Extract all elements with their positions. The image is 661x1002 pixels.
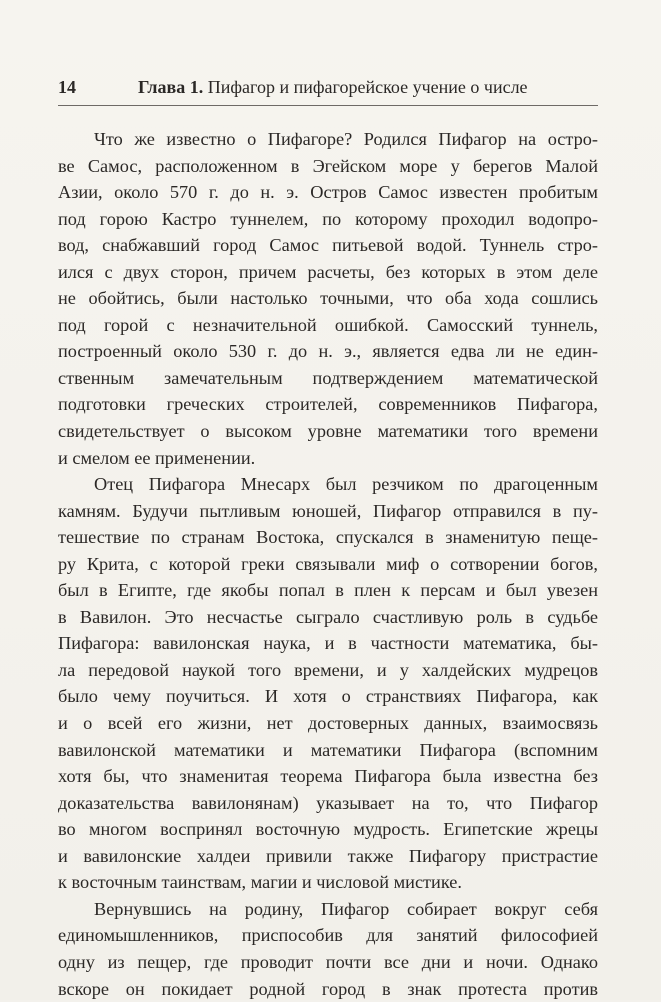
paragraph-3 [58,896,598,1002]
text-line: доказательства вавилонянам) указывает на то, что Пифагор [58,790,598,817]
text-line: и о всей его жизни, нет достоверных данных, взаимосвязь [58,710,598,737]
chapter-heading [138,76,528,98]
text-line: хотя бы, что знаменитая теорема Пифагора была известна без [58,763,598,790]
text-line: во многом воспринял восточную мудрость. Египетские жрецы [58,816,598,843]
text-line: одну из пещер, где проводит почти все дни и ночи. Однако [58,949,598,976]
text-line: и вавилонские халдеи привили также Пифагору пристрастие [58,843,598,870]
text-line: камням. Будучи пытливым юношей, Пифагор отправился в пу- [58,498,598,525]
paragraph-1 [58,126,598,471]
text-line: тешествие по странам Востока, спускался в знаменитую пеще- [58,524,598,551]
text-line: вавилонской математики и математики Пифагора (вспомним [58,737,598,764]
text-line: единомышленников, приспособив для занятий философией [58,922,598,949]
text-line: под горою Кастро туннелем, по которому проходил водопро- [58,206,598,233]
chapter-label: Глава 1. [138,77,203,97]
text-line: не обойтись, были настолько точными, что оба хода сошлись [58,285,598,312]
text-line: в Вавилон. Это несчастье сыграло счастливую роль в судьбе [58,604,598,631]
running-head [58,76,598,100]
text-line: подготовки греческих строителей, современников Пифагора, [58,391,598,418]
body-text [58,126,598,1002]
text-line: Отец Пифагора Мнесарх был резчиком по драгоценным [58,471,598,498]
text-line: ла передовой наукой того времени, и у халдейских мудрецов [58,657,598,684]
paragraph-2 [58,471,598,896]
text-line: ился с двух сторон, причем расчеты, без которых в этом деле [58,259,598,286]
text-line: Пифагора: вавилонская наука, и в частности математика, бы- [58,630,598,657]
chapter-title: Пифагор и пифагорейское учение о числе [208,77,528,97]
text-line: вскоре он покидает родной город в знак протеста против [58,976,598,1002]
text-line: было чему поучиться. И хотя о странствиях Пифагора, как [58,683,598,710]
text-line: ру Крита, с которой греки связывали миф о сотворении богов, [58,551,598,578]
text-line: и смелом ее применении. [58,445,598,472]
text-line: ственным замечательным подтверждением математической [58,365,598,392]
text-line: Что же известно о Пифагоре? Родился Пифагор на остро- [58,126,598,153]
text-line: к восточным таинствам, магии и числовой мистике. [58,869,598,896]
text-line: Азии, около 570 г. до н. э. Остров Самос известен пробитым [58,179,598,206]
text-line: Вернувшись на родину, Пифагор собирает вокруг себя [58,896,598,923]
text-line: построенный около 530 г. до н. э., является едва ли не един- [58,338,598,365]
text-line: свидетельствует о высоком уровне математики того времени [58,418,598,445]
text-line: вод, снабжавший город Самос питьевой водой. Туннель стро- [58,232,598,259]
text-line: ве Самос, расположенном в Эгейском море у берегов Малой [58,153,598,180]
text-line: был в Египте, где якобы попал в плен к персам и был увезен [58,577,598,604]
text-line: под горой с незначительной ошибкой. Самосский туннель, [58,312,598,339]
header-rule [58,105,598,106]
page-number: 14 [58,76,76,98]
